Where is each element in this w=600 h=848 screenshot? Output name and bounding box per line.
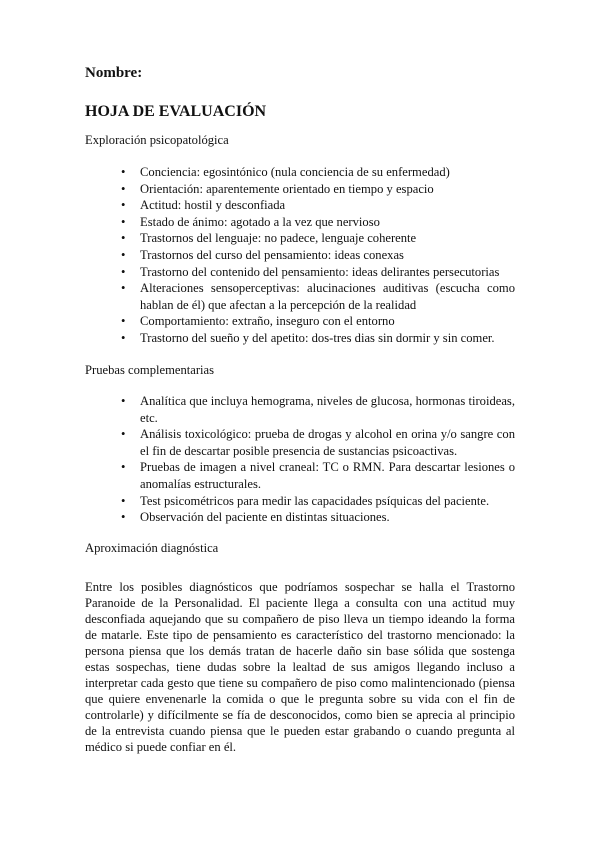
- list-item: • Estado de ánimo: agotado a la vez que nervioso: [140, 214, 515, 231]
- section-heading-aproximacion: Aproximación diagnóstica: [85, 541, 219, 555]
- list-item: • Trastorno del contenido del pensamiento: ideas delirantes persecutorias: [140, 264, 515, 281]
- list-item: • Trastornos del curso del pensamiento: ideas conexas: [140, 247, 515, 264]
- page-title: HOJA DE EVALUACIÓN: [85, 103, 267, 120]
- list-item: • Trastornos del lenguaje: no padece, lenguaje coherente: [140, 230, 515, 247]
- section-heading-exploracion: Exploración psicopatológica: [85, 133, 229, 147]
- name-label: Nombre:: [85, 65, 143, 81]
- list-item: • Orientación: aparentemente orientado en tiempo y espacio: [140, 181, 515, 198]
- list-item: • Conciencia: egosintónico (nula conciencia de su enfermedad): [140, 164, 515, 181]
- list-item: • Pruebas de imagen a nivel craneal: TC o RMN. Para descartar lesiones o anomalías estructurales.: [140, 459, 515, 492]
- list-item: • Test psicométricos para medir las capacidades psíquicas del paciente.: [140, 493, 515, 510]
- list-item: • Trastorno del sueño y del apetito: dos-tres dias sin dormir y sin comer.: [140, 330, 515, 347]
- section-heading-pruebas: Pruebas complementarias: [85, 363, 215, 377]
- exploracion-list: [85, 164, 515, 347]
- list-item: • Actitud: hostil y desconfiada: [140, 197, 515, 214]
- pruebas-list: [85, 393, 515, 526]
- list-item: • Analítica que incluya hemograma, niveles de glucosa, hormonas tiroideas, etc.: [140, 393, 515, 426]
- list-item: • Observación del paciente en distintas situaciones.: [140, 509, 515, 526]
- list-item: • Análisis toxicológico: prueba de drogas y alcohol en orina y/o sangre con el fin de descartar posible presencia de sustancias psicoactivas.: [140, 426, 515, 459]
- list-item: • Comportamiento: extraño, inseguro con el entorno: [140, 313, 515, 330]
- list-item: • Alteraciones sensoperceptivas: alucinaciones auditivas (escucha como hablan de él) que afectan a la percepción de la realidad: [140, 280, 515, 313]
- diagnosis-paragraph: Entre los posibles diagnósticos que podríamos sospechar se halla el Trastorno Paranoide de la Personalidad. El paciente llega a consulta con una actitud muy desconfiada aquejando que su compañero de piso lleva un tiempo ideando la forma de matarle. Este tipo de pensamiento es característico del trastorno mencionado: la persona piensa que los demás tratan de hacerle daño sin base sólida que sostenga estas sospechas, tiene dudas sobre la lealtad de sus amigos llegando incluso a interpretar cada gesto que tiene su compañero de piso como malintencionado (piensa que quiere envenenarle la comida o que le pregunta sobre su vida con el fin de controlarle) y difícilmente se fía de desconocidos, como bien se aprecia al principio de la entrevista cuando piensa que le pueden estar grabando o cuando pregunta al médico si puede confiar en él.: [85, 580, 515, 754]
